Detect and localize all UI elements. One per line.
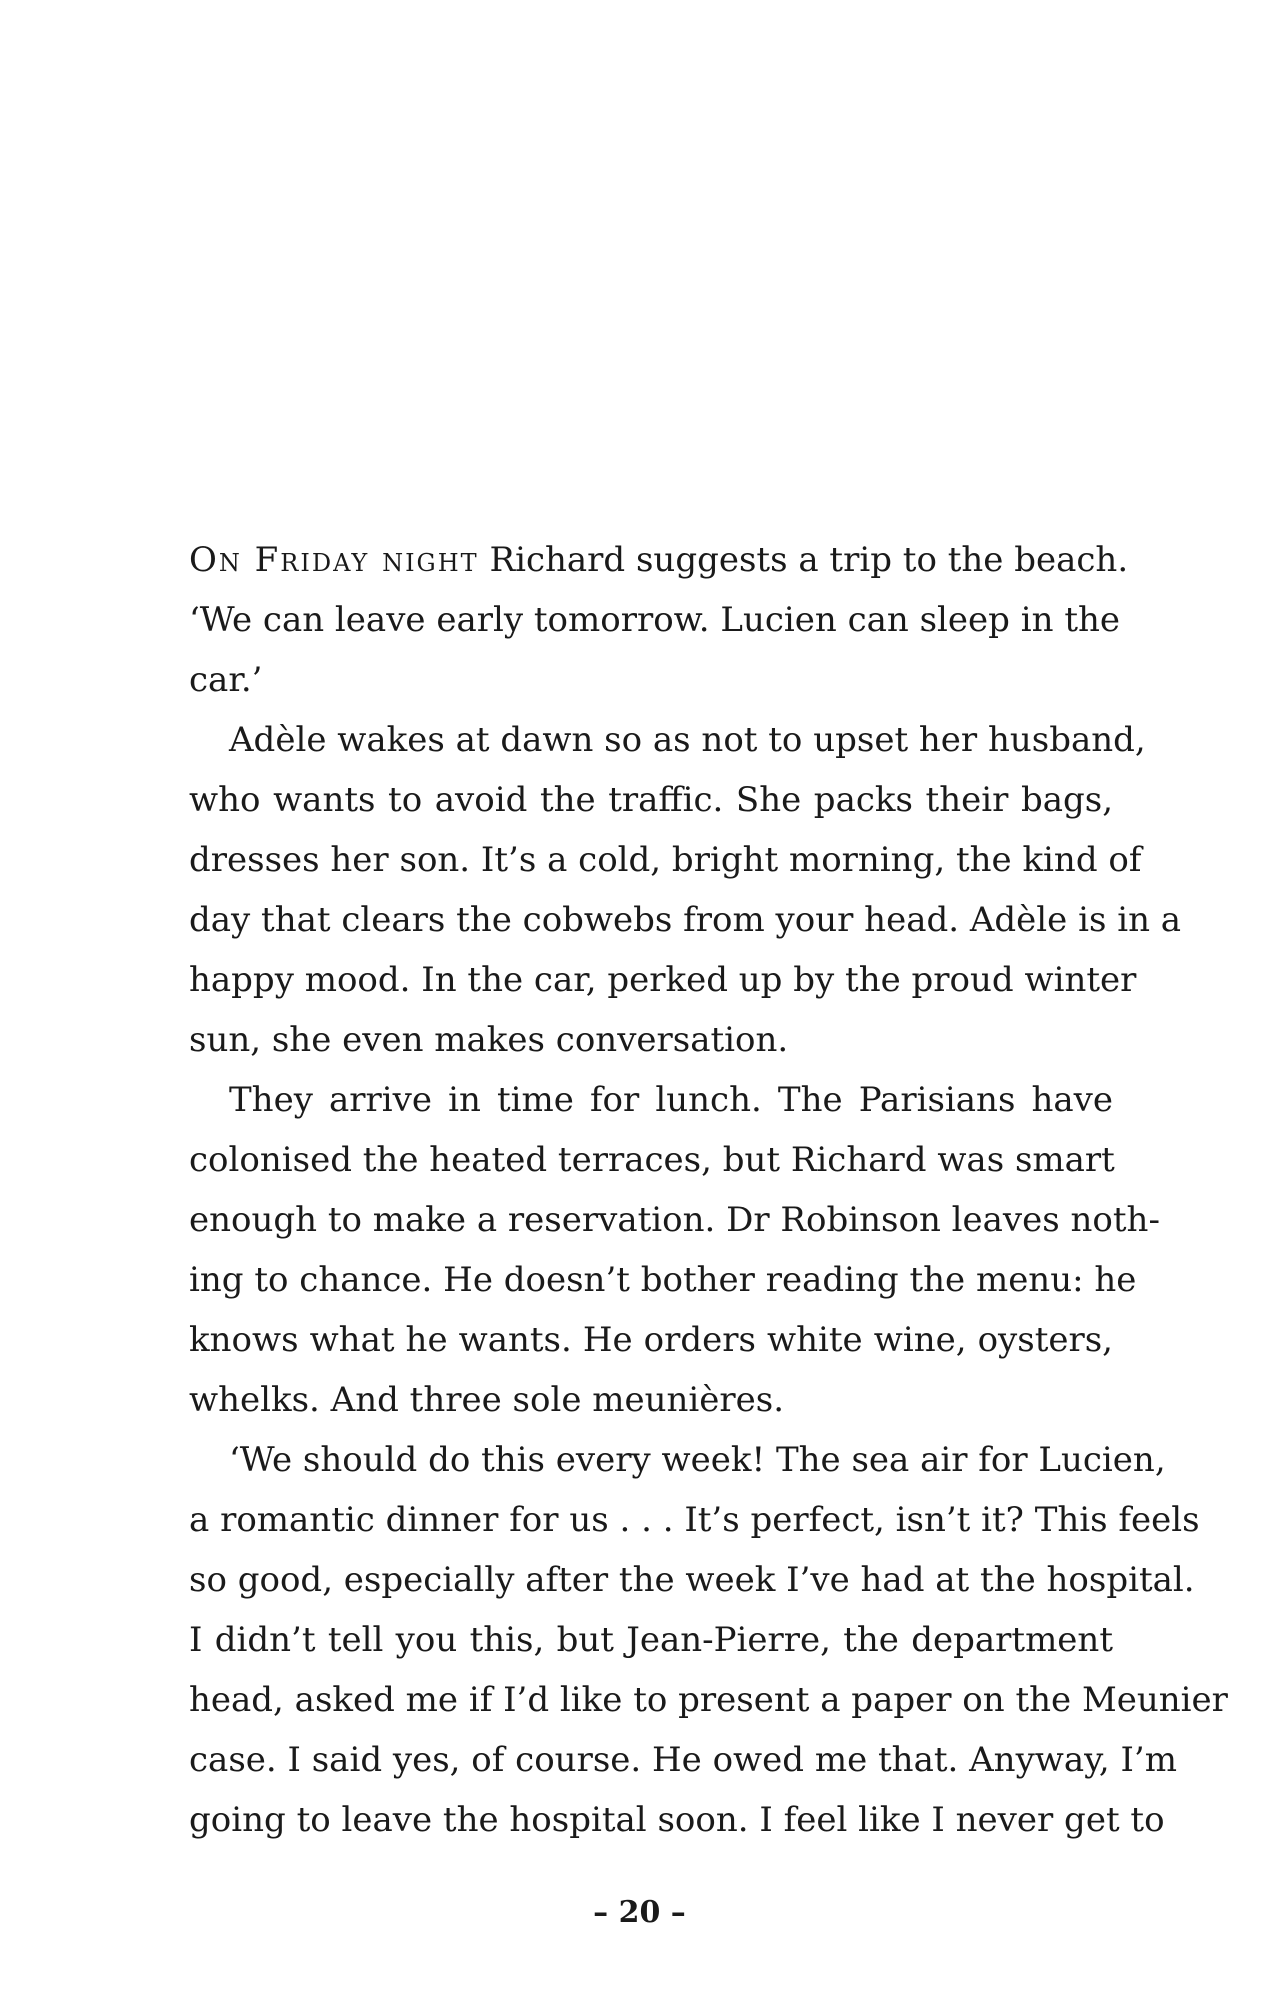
text-line: case. I said yes, of course. He owed me that. Anyway, I’m (189, 1740, 1177, 1780)
body-text (189, 530, 1228, 1850)
text-line: I didn’t tell you this, but Jean-Pierre, the department (189, 1620, 1113, 1660)
text-line: enough to make a reservation. Dr Robinson leaves noth- (189, 1200, 1160, 1240)
text-line: head, asked me if I’d like to present a paper on the Meunier (189, 1680, 1228, 1720)
text-line: so good, especially after the week I’ve had at the hospital. (189, 1560, 1195, 1600)
page-number: – 20 – (593, 1895, 686, 1930)
text-line: whelks. And three sole meunières. (189, 1380, 785, 1420)
text-line: ‘We can leave early tomorrow. Lucien can sleep in the (189, 600, 1120, 640)
text-line: a romantic dinner for us . . . It’s perfect, isn’t it? This feels (189, 1500, 1200, 1540)
opening-small-caps: On Friday night (189, 540, 479, 580)
text-line: who wants to avoid the traffic. She packs their bags, (189, 780, 1113, 820)
opening-rest: Richard suggests a trip to the beach. (478, 540, 1129, 580)
text-line: ‘We should do this every week! The sea air for Lucien, (229, 1440, 1166, 1480)
text-line: happy mood. In the car, perked up by the proud winter (189, 960, 1137, 1000)
text-line: going to leave the hospital soon. I feel like I never get to (189, 1800, 1165, 1840)
text-line: sun, she even makes conversation. (189, 1020, 789, 1060)
text-line: Adèle wakes at dawn so as not to upset her husband, (229, 720, 1146, 760)
text-line: day that clears the cobwebs from your head. Adèle is in a (189, 900, 1182, 940)
opening-line (189, 530, 1129, 590)
text-line: dresses her son. It’s a cold, bright morning, the kind of (189, 840, 1142, 880)
text-line: colonised the heated terraces, but Richard was smart (189, 1140, 1115, 1180)
text-line: ing to chance. He doesn’t bother reading the menu: he (189, 1260, 1137, 1300)
text-line: car.’ (189, 660, 263, 700)
text-line: They arrive in time for lunch. The Parisians have (229, 1080, 1113, 1120)
text-line: knows what he wants. He orders white wine, oysters, (189, 1320, 1113, 1360)
